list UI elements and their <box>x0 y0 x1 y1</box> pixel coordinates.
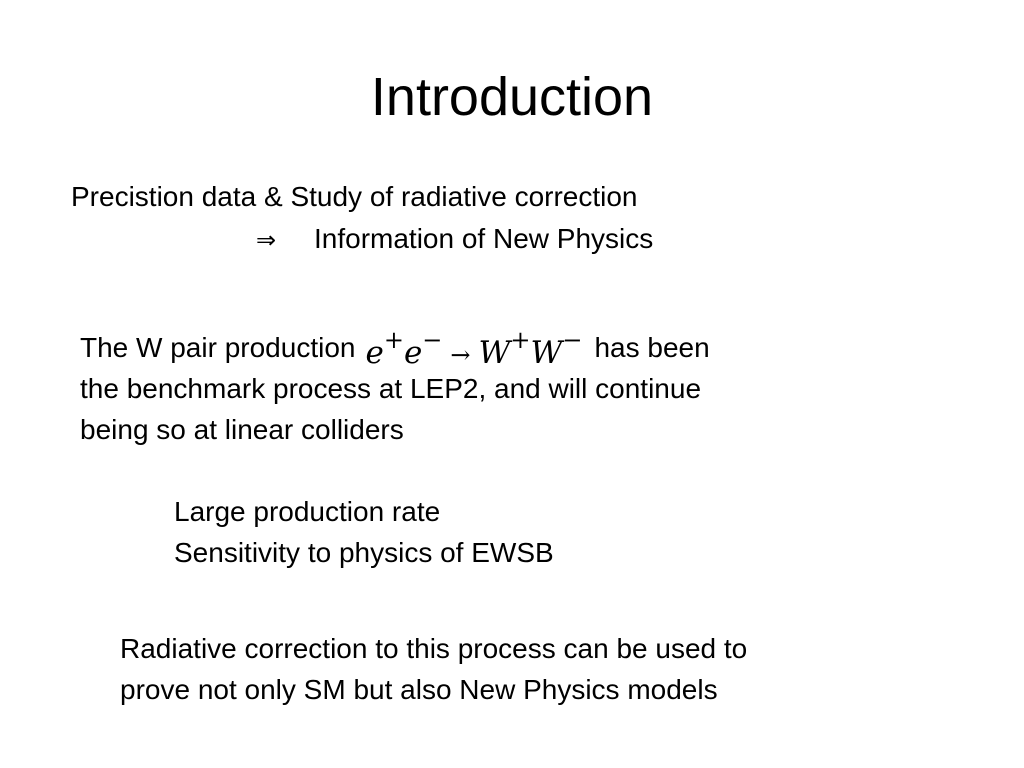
formula-w-boson-2: W <box>530 335 563 371</box>
w-pair-line-3: being so at linear colliders <box>80 414 404 445</box>
conclusion-line-2: prove not only SM but also New Physics models <box>120 674 718 705</box>
motivation-line-1: Precistion data & Study of radiative correction <box>71 181 638 212</box>
formula-arrow: → <box>450 341 471 369</box>
formula-electron-charge: + <box>383 325 404 354</box>
slide-title: Introduction <box>370 67 654 127</box>
conclusion-line-1: Radiative correction to this process can be used to <box>120 633 748 664</box>
formula-w-boson-2-charge: − <box>562 325 583 354</box>
formula-positron-charge: − <box>422 325 443 354</box>
implies-arrow: ⇒ <box>256 226 277 254</box>
w-pair-line-1 <box>80 327 710 370</box>
motivation-line-2-text: Information of New Physics <box>314 223 654 254</box>
formula-electron: e <box>365 335 384 371</box>
w-pair-line-2: the benchmark process at LEP2, and will continue <box>80 373 702 404</box>
formula-positron: e <box>403 335 423 371</box>
formula-w-boson-1-charge: + <box>510 325 531 354</box>
w-pair-has-been-text: has been <box>594 332 710 363</box>
w-pair-intro-text: The W pair production <box>80 332 356 363</box>
reason-item: Large production rate <box>174 496 441 527</box>
motivation-line-2 <box>256 218 653 261</box>
formula-w-boson-1: W <box>478 335 511 371</box>
reason-item: Sensitivity to physics of EWSB <box>174 537 554 568</box>
